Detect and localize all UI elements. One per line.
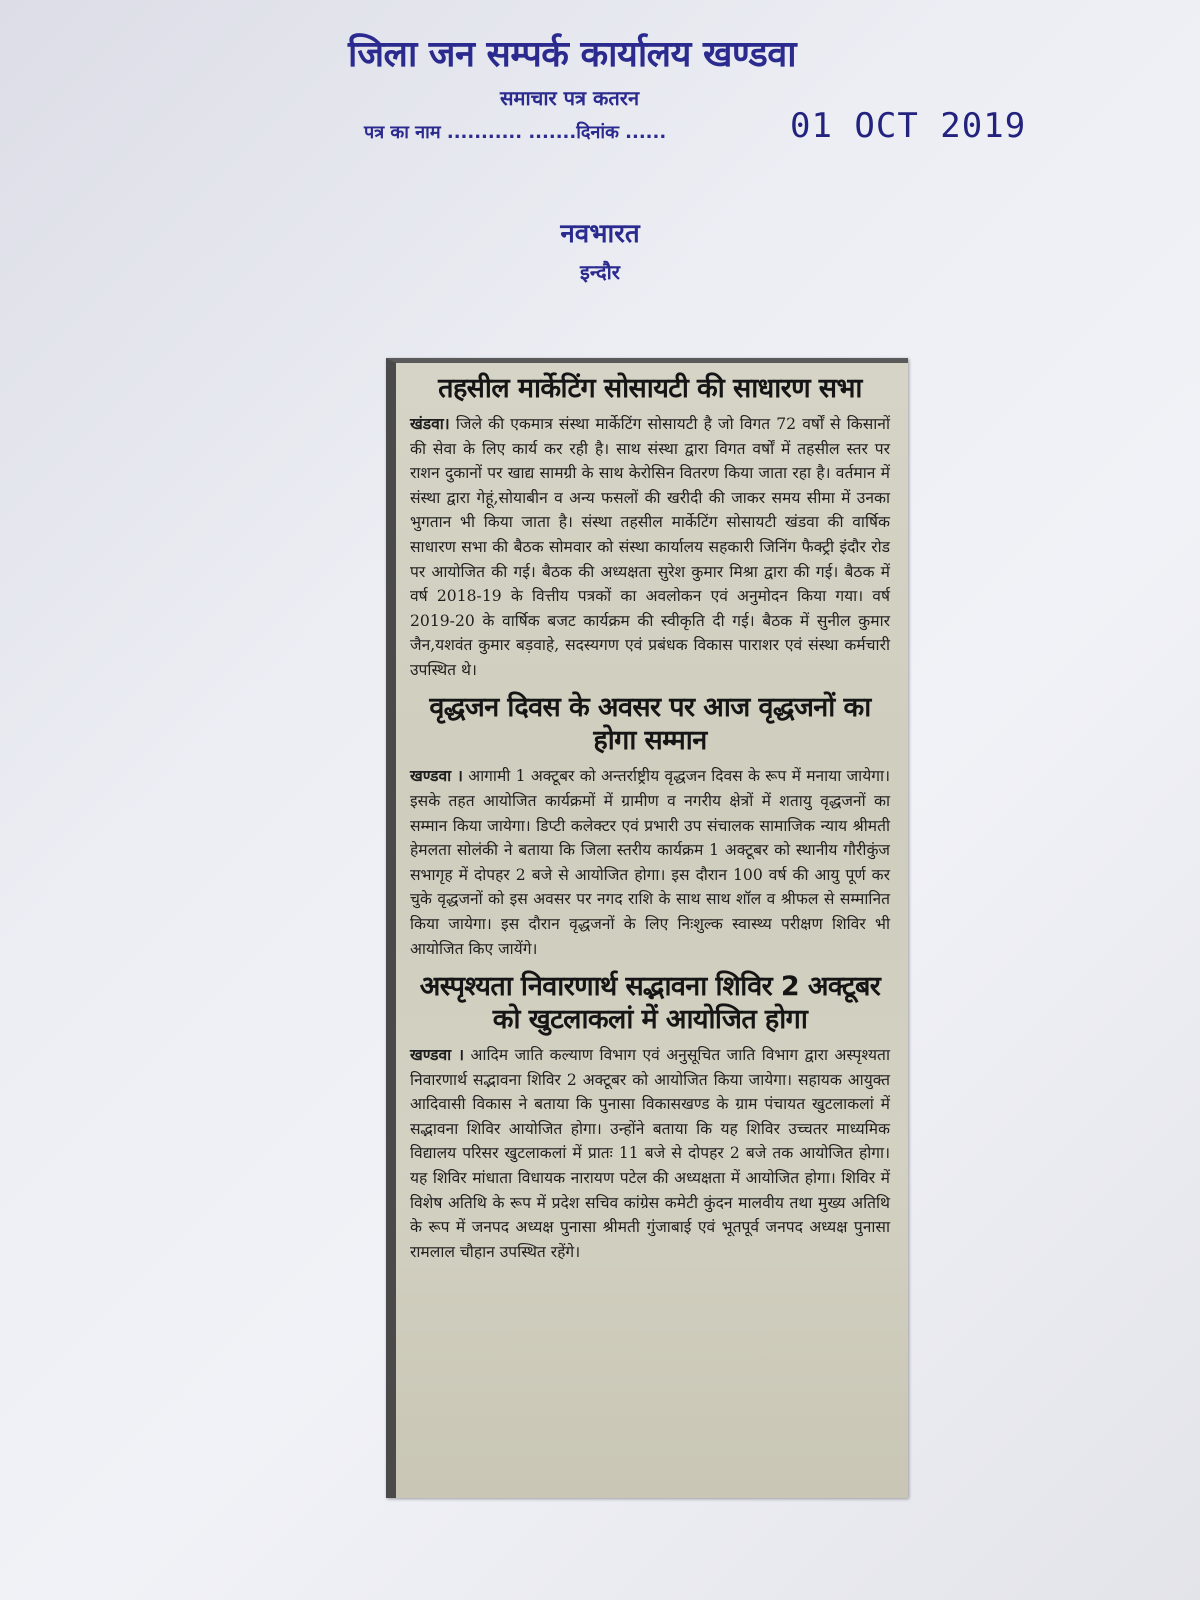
article-body — [410, 1043, 890, 1264]
article-headline: अस्पृश्यता निवारणार्थ सद्भावना शिविर 2 अक्टूबर को खुटलाकलां में आयोजित होगा — [419, 971, 881, 1036]
article-dateline: खण्डवा । — [410, 766, 463, 786]
stamp-office-title: जिला जन सम्पर्क कार्यालय खण्डवा — [348, 34, 797, 75]
article-headline: वृद्धजन दिवस के अवसर पर आज वृद्धजनों का होगा सम्मान — [429, 692, 871, 757]
article-headline: तहसील मार्केटिंग सोसायटी की साधारण सभा — [438, 373, 862, 404]
stamp-subtitle: समाचार पत्र कतरन — [500, 86, 640, 110]
article-dateline: खण्डवा । — [410, 1044, 465, 1064]
article-text: आगामी 1 अक्टूबर को अन्तर्राष्ट्रीय वृद्धजन दिवस के रूप में मनाया जायेगा। इसके तहत आयोजित कार्यक्रमों में ग्रामीण व नगरीय क्षेत्रों में शतायु वृद्धजनों का सम्मान किया जायेगा। डिप्टी कलेक्टर एवं प्रभारी उप संचालक सामाजिक न्याय श्रीमती हेमलता सोलंकी ने बताया कि जिला स्तरीय कार्यक्रम 1 अक्टूबर को स्थानीय गौरीकुंज सभागृह में दोपहर 2 बजे से आयोजित होगा। इस दौरान 100 वर्ष की आयु पूर्ण कर चुके वृद्धजनों को इस अवसर पर नगद राशि के साथ साथ शॉल व श्रीफल से सम्मानित किया जायेगा। इस दौरान वृद्धजनों के लिए निःशुल्क स्वास्थ्य परीक्षण शिविर भी आयोजित किए जायेंगे। — [410, 767, 890, 958]
article-body — [410, 764, 890, 961]
article-text: आदिम जाति कल्याण विभाग एवं अनुसूचित जाति विभाग द्वारा अस्पृश्यता निवारणार्थ सद्भावना शिविर 2 अक्टूबर को आयोजित किया जायेगा। सहायक आयुक्त आदिवासी विकास ने बताया कि पुनासा विकासखण्ड के ग्राम पंचायत खुटलाकलां में सद्भावना शिविर आयोजित होगा। उन्होंने बताया कि यह शिविर उच्चतर माध्यमिक विद्यालय परिसर खुटलाकलां में प्रातः 11 बजे से दोपहर 2 बजे तक आयोजित होगा। यह शिविर मांधाता विधायक नारायण पटेल की अध्यक्षता में आयोजित होगा। शिविर में विशेष अतिथि के रूप में प्रदेश सचिव कांग्रेस कमेटी कुंदन मालवीय तथा मुख्य अतिथि के रूप में जनपद अध्यक्ष पुनासा श्रीमती गुंजाबाई एवं भूतपूर्व जनपद अध्यक्ष पुनासा रामलाल चौहान उपस्थित रहेंगे। — [410, 1045, 890, 1261]
article-text: जिले की एकमात्र संस्था मार्केटिंग सोसायटी है जो विगत 72 वर्षों से किसानों की सेवा के लिए कार्य कर रही है। साथ संस्था द्वारा विगत वर्षों में तहसील स्तर पर राशन दुकानों पर खाद्य सामग्री के साथ केरोसिन वितरण किया जाता रहा है। वर्तमान में संस्था द्वारा गेहूं,सोयाबीन व अन्य फसलों की खरीदी की जाकर समय सीमा में उनका भुगतान भी किया जाता है। संस्था तहसील मार्केटिंग सोसायटी खंडवा की वार्षिक साधारण सभा की बैठक सोमवार को संस्था कार्यालय सहकारी जिनिंग फैक्ट्री इंदौर रोड पर आयोजित की गई। बैठक की अध्यक्षता सुरेश कुमार मिश्रा द्वारा की गई। बैठक में वर्ष 2018-19 के वित्तीय पत्रकों का अवलोकन एवं अनुमोदन किया गया। वर्ष 2019-20 के वार्षिक बजट कार्यक्रम की स्वीकृति दी गई। बैठक में सुनील कुमार जैन,यशवंत कुमार बड़वाहे, सदस्यगण एवं प्रबंधक विकास पाराशर एवं संस्था कर्मचारी उपस्थित थे। — [410, 414, 890, 679]
newspaper-city: इन्दौर — [580, 260, 620, 284]
stamp-paper-line: पत्र का नाम ........... .......दिनांक ...... — [364, 122, 667, 143]
article-marketing-society — [410, 373, 890, 682]
stamp-date: 01 OCT 2019 — [790, 106, 1027, 146]
article-harmony-camp — [410, 971, 890, 1264]
newspaper-info — [0, 214, 1200, 285]
article-body — [410, 412, 890, 683]
article-elderly-day — [410, 692, 890, 961]
newspaper-clipping — [386, 358, 908, 1498]
article-dateline: खंडवा। — [410, 413, 450, 433]
newspaper-name: नवभारत — [560, 219, 640, 249]
